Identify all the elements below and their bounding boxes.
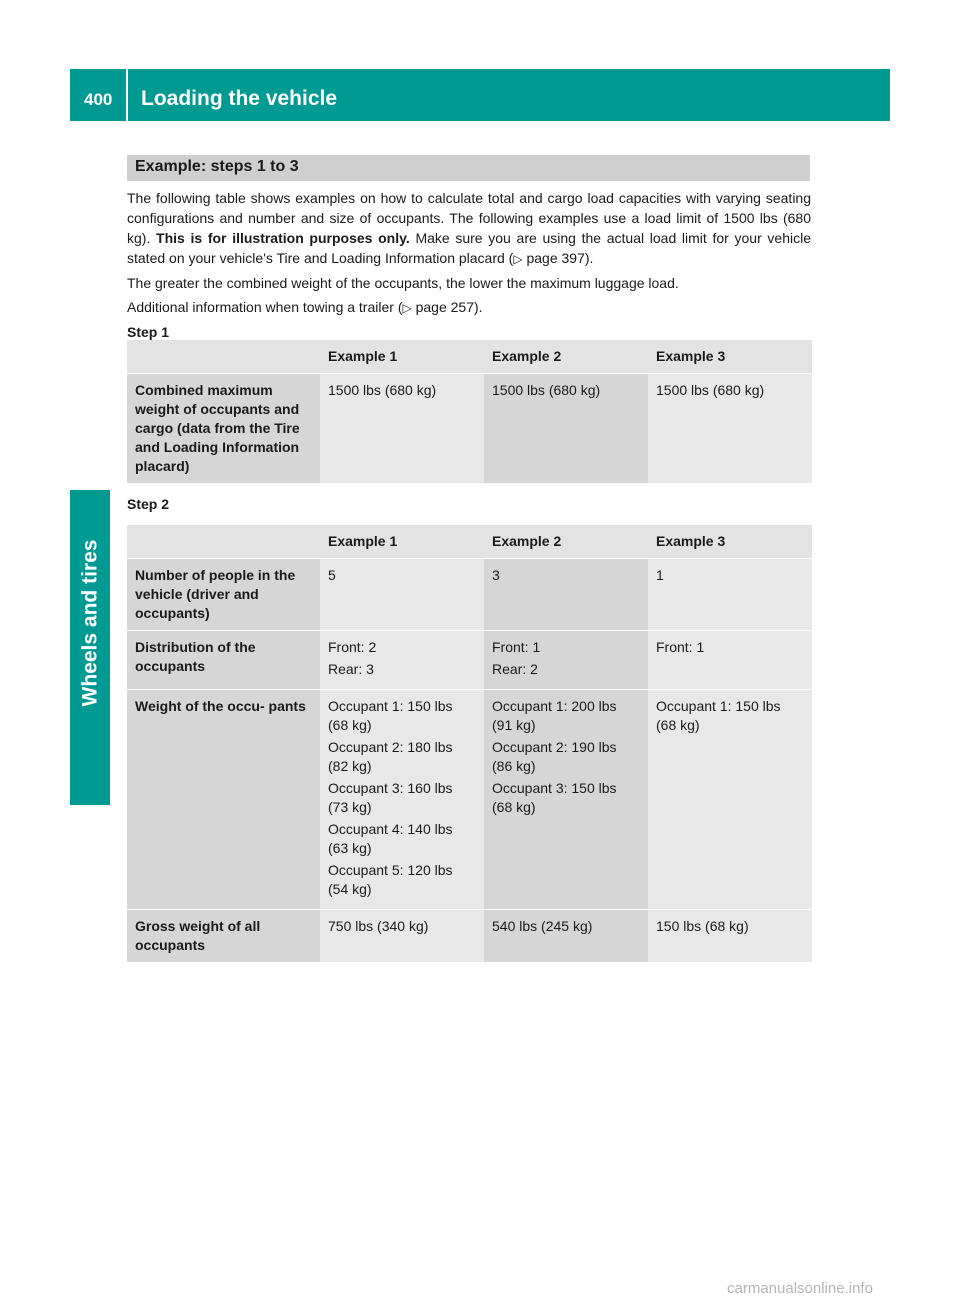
row-label: Combined maximum weight of occupants and cargo (data from the Tire and Loading Information placard): [127, 374, 320, 484]
table-cell: Front: 1 Rear: 2: [484, 631, 648, 690]
watermark-text: carmanualsonline.info: [727, 1280, 873, 1297]
table-header-cell: Example 2: [484, 525, 648, 559]
row-label: Number of people in the vehicle (driver and occupants): [127, 559, 320, 631]
table-cell: 3: [484, 559, 648, 631]
table-row: [127, 910, 812, 963]
row-label: Distribution of the occupants: [127, 631, 320, 690]
table-header-cell: [127, 340, 320, 374]
table-cell: 540 lbs (245 kg): [484, 910, 648, 963]
table-cell: 5: [320, 559, 484, 631]
table-cell: 1500 lbs (680 kg): [648, 374, 812, 484]
section-heading-bar: [127, 155, 810, 181]
page-header: [70, 69, 890, 121]
page-number: 400: [84, 90, 113, 109]
table-cell: 1500 lbs (680 kg): [484, 374, 648, 484]
page-ref-397[interactable]: page 397).: [522, 250, 594, 266]
intro-paragraph-1: The following table shows examples on how to calculate total and cargo load capacities with varying seating configurations and number and size of occupants. The following examples use a load limit of 1500 lbs (680 kg). This is for illustration purposes only. Make sure you are using the actual load limit for your vehicle stated on your vehicle's Tire and Loading Information placard (▷ page 397).: [127, 190, 811, 266]
table-cell: Front: 1: [648, 631, 812, 690]
table-header-cell: [127, 525, 320, 559]
page-ref-arrow-icon: ▷: [402, 301, 412, 315]
row-label: Weight of the occu- pants: [127, 690, 320, 910]
table-cell: Occupant 1: 150 lbs (68 kg) Occupant 2: 180 lbs (82 kg) Occupant 3: 160 lbs (73 kg) Occupant 4: 140 lbs (63 kg) Occupant 5: 120 lbs (54 kg): [320, 690, 484, 910]
chapter-title: Loading the vehicle: [141, 87, 338, 110]
table-row: [127, 374, 812, 484]
table-header-row: [127, 525, 812, 559]
table-cell: Occupant 1: 200 lbs (91 kg) Occupant 2: 190 lbs (86 kg) Occupant 3: 150 lbs (68 kg): [484, 690, 648, 910]
table-header-cell: Example 2: [484, 340, 648, 374]
step-2-table: [127, 525, 812, 963]
table-cell: 150 lbs (68 kg): [648, 910, 812, 963]
chapter-tab-label: Wheels and tires: [78, 539, 102, 706]
step-1-table: [127, 340, 812, 484]
table-row: [127, 631, 812, 690]
page-ref-257[interactable]: page 257).: [411, 299, 483, 315]
step-2-label: Step 2: [127, 496, 170, 512]
chapter-tab-label-wrap: [70, 490, 110, 755]
table-header-cell: Example 1: [320, 340, 484, 374]
table-cell: 1: [648, 559, 812, 631]
header-divider: [126, 69, 128, 121]
table-row: [127, 559, 812, 631]
page-ref-arrow-icon: ▷: [513, 252, 523, 266]
row-label: Gross weight of all occupants: [127, 910, 320, 963]
illustration-note: This is for illustration purposes only.: [156, 230, 410, 246]
table-cell: Front: 2 Rear: 3: [320, 631, 484, 690]
table-cell: 750 lbs (340 kg): [320, 910, 484, 963]
section-heading: Example: steps 1 to 3: [135, 158, 299, 175]
table-cell: Occupant 1: 150 lbs (68 kg): [648, 690, 812, 910]
table-header-cell: Example 3: [648, 340, 812, 374]
table-header-cell: Example 3: [648, 525, 812, 559]
intro-paragraph-3: Additional information when towing a trailer (▷ page 257).: [127, 299, 483, 315]
table-row: [127, 690, 812, 910]
intro-paragraph-2: The greater the combined weight of the occupants, the lower the maximum luggage load.: [127, 275, 679, 291]
table-header-cell: Example 1: [320, 525, 484, 559]
step-1-label: Step 1: [127, 324, 170, 340]
table-header-row: [127, 340, 812, 374]
intro-text: [127, 188, 811, 342]
table-cell: 1500 lbs (680 kg): [320, 374, 484, 484]
